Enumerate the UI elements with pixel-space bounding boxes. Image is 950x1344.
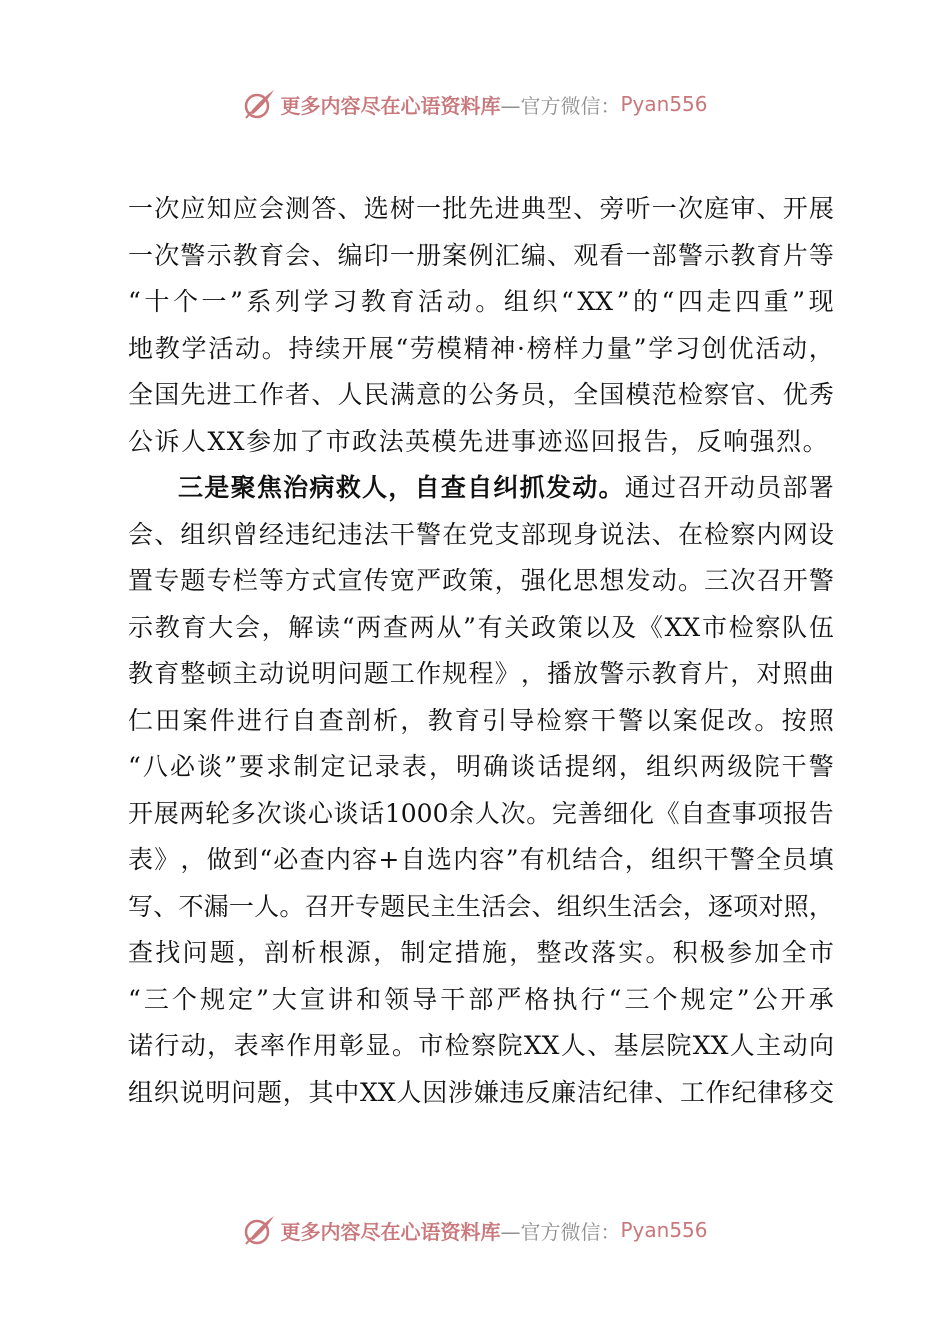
body-line: 查 找 问 题 ， 剖 析 根 源 ， 制 定 措 施 ， 整 改 落 实 。 积 极 参 加 全 市 [128,938,834,967]
body-line: 组 织 说 明 问 题 ， 其 中 XX 人 因 涉 嫌 违 反 廉 洁 纪 律 、 工 作 纪 律 移 交 [128,1077,834,1107]
body-line: “ 八 必 谈 ” 要 求 制 定 记 录 表 ， 明 确 谈 话 提 纲 ， 组 织 两 级 院 干 警 [128,752,834,781]
header-tail: —官方微信： [500,93,621,118]
body-line: 诺 行 动 ， 表 率 作 用 彰 显 。 市 检 察 院 XX 人 、 基 层 院 XX 人 主 动 向 [128,1031,834,1060]
body-line: 仁 田 案 件 进 行 自 查 剖 析 ， 教 育 引 导 检 察 干 警 以 案 促 改 。 按 照 [128,705,834,735]
body-line: 公诉人XX参加了市政法英模先进事迹巡回报告，反响强烈。 [128,426,830,456]
body-line: 一 次 警 示 教 育 会 、 编 印 一 册 案 例 汇 编 、 观 看 一 部 警 示 教 育 片 等 [128,240,834,270]
body-line: “ 三 个 规 定 ” 大 宣 讲 和 领 导 干 部 严 格 执 行 “ 三 个 规 定 ” 公 开 承 [128,984,834,1014]
header-handle: Pyan556 [620,92,708,116]
body-line: 示 教 育 大 会 ， 解 读 “ 两 查 两 从 ” 有 关 政 策 以 及 《 XX 市 检 察 队 伍 [128,612,834,642]
quill-logo-icon [242,87,276,121]
footer-brand: 更多内容尽在心语资料库 [280,1219,501,1244]
body-line: 写 、 不 漏 一 人 。 召 开 专 题 民 主 生 活 会 、 组 织 生 活 会 ， 逐 项 对 照 ， [128,891,834,921]
document-body [128,186,834,1116]
body-line: 置 专 题 专 栏 等 方 式 宣 传 宽 严 政 策 ， 强 化 思 想 发 动 。 三 次 召 开 警 [128,566,834,595]
body-line: “ 十 个 一 ” 系 列 学 习 教 育 活 动 。 组 织 “ XX ” 的 “ 四 走 四 重 ” 现 [128,287,834,316]
header-banner [0,86,950,122]
body-line: 表 》 ， 做 到 “ 必 查 内 容 + 自 选 内 容 ” 有 机 结 合 ， 组 织 干 警 全 员 填 [128,845,834,874]
body-line: 开 展 两 轮 多 次 谈 心 谈 话 1000 余 人 次 。 完 善 细 化 《 自 查 事 项 报 告 [128,798,834,828]
footer-banner [0,1212,950,1248]
body-line: 一 次 应 知 应 会 测 答 、 选 树 一 批 先 进 典 型 、 旁 听 一 次 庭 审 、 开 展 [128,194,834,223]
footer-handle: Pyan556 [620,1218,708,1242]
body-line: 三 是 聚 焦 治 病 救 人 ， 自 查 自 纠 抓 发 动 。 通 过 召 开 动 员 部 署 [178,473,834,502]
quill-logo-icon [242,1213,276,1247]
body-line: 会 、 组 织 曾 经 违 纪 违 法 干 警 在 党 支 部 现 身 说 法 、 在 检 察 内 网 设 [128,519,834,549]
footer-tail: —官方微信： [500,1219,621,1244]
body-line: 全 国 先 进 工 作 者 、 人 民 满 意 的 公 务 员 ， 全 国 模 范 检 察 官 、 优 秀 [128,380,834,409]
header-brand: 更多内容尽在心语资料库 [280,93,501,118]
body-line: 地 教 学 活 动 。 持 续 开 展 “ 劳 模 精 神 · 榜 样 力 量 ” 学 习 创 优 活 动 ， [128,333,834,363]
body-line: 教 育 整 顿 主 动 说 明 问 题 工 作 规 程 》 ， 播 放 警 示 教 育 片 ， 对 照 曲 [128,659,834,688]
